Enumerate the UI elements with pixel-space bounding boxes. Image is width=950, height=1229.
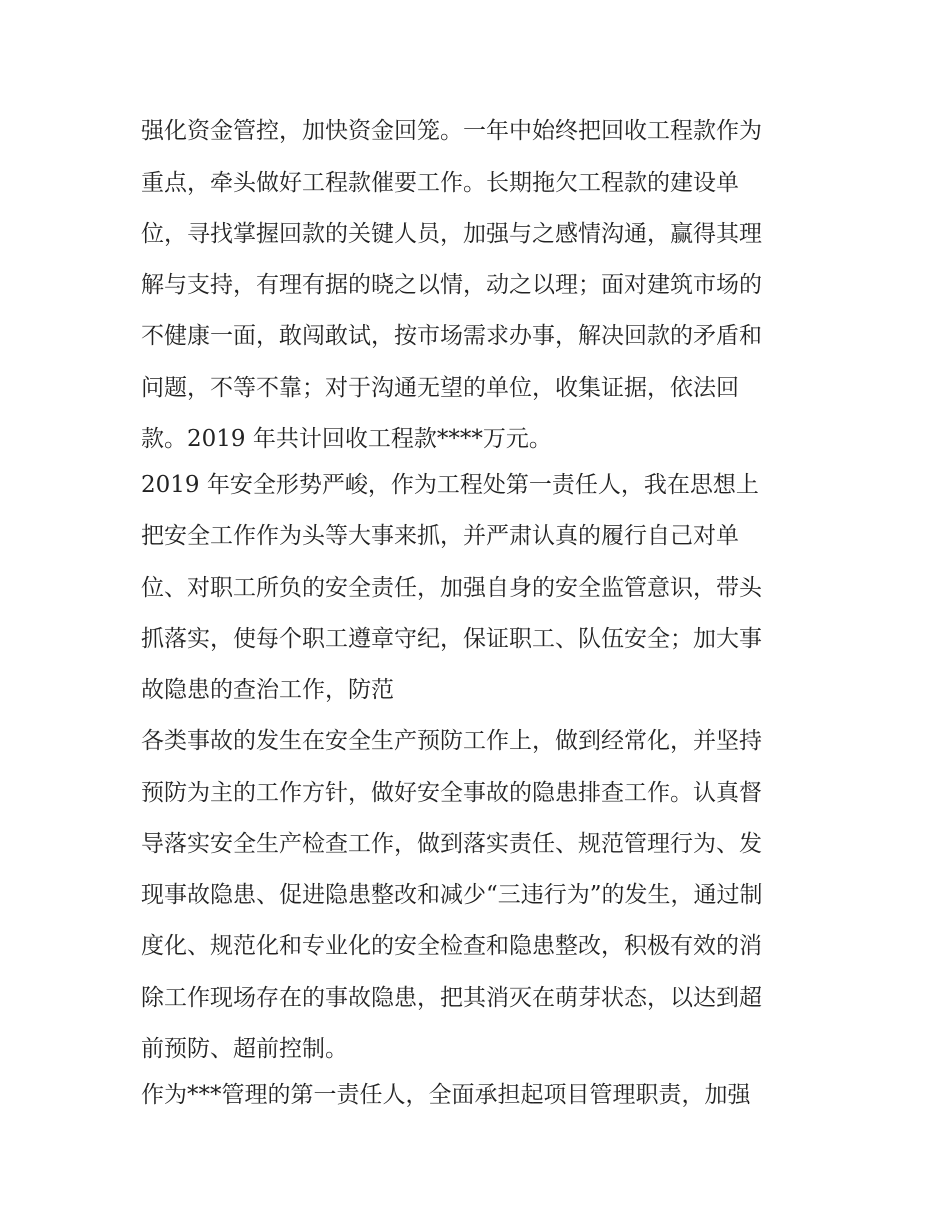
text-line: 重点，牵头做好工程款催要工作。长期拖欠工程款的建设单 [141,170,739,196]
text-line: 强化资金管控，加快资金回笼。一年中始终把回收工程款作为 [141,118,762,144]
text-line: 各类事故的发生在安全生产预防工作上，做到经常化，并坚持 [141,728,762,754]
text-line: 款。2019 年共计回收工程款****万元。 [141,426,552,452]
text-line: 抓落实，使每个职工遵章守纪，保证职工、队伍安全；加大事 [141,626,762,652]
text-line: 前预防、超前控制。 [141,1036,348,1062]
text-line: 导落实安全生产检查工作，做到落实责任、规范管理行为、发 [141,831,762,857]
text-line: 预防为主的工作方针，做好安全事故的隐患排查工作。认真督 [141,780,762,806]
text-line: 度化、规范化和专业化的安全检查和隐患整改，积极有效的消 [141,933,762,959]
text-line: 问题，不等不靠；对于沟通无望的单位，收集证据，依法回 [141,375,739,401]
text-line: 作为***管理的第一责任人，全面承担起项目管理职责，加强 [141,1082,751,1108]
text-line: 故隐患的查治工作，防范 [141,677,394,703]
text-line: 现事故隐患、促进隐患整改和减少“三违行为”的发生，通过制 [141,882,763,908]
text-line: 位、对职工所负的安全责任，加强自身的安全监管意识，带头 [141,575,762,601]
text-line: 解与支持，有理有据的晓之以情，动之以理；面对建筑市场的 [141,272,762,298]
text-line: 2019 年安全形势严峻，作为工程处第一责任人，我在思想上 [141,472,759,498]
text-line: 把安全工作作为头等大事来抓，并严肃认真的履行自己对单 [141,523,739,549]
text-line: 除工作现场存在的事故隐患，把其消灭在萌芽状态，以达到超 [141,985,762,1011]
text-line: 位，寻找掌握回款的关键人员，加强与之感情沟通，赢得其理 [141,221,762,247]
text-line: 不健康一面，敢闯敢试，按市场需求办事，解决回款的矛盾和 [141,323,762,349]
